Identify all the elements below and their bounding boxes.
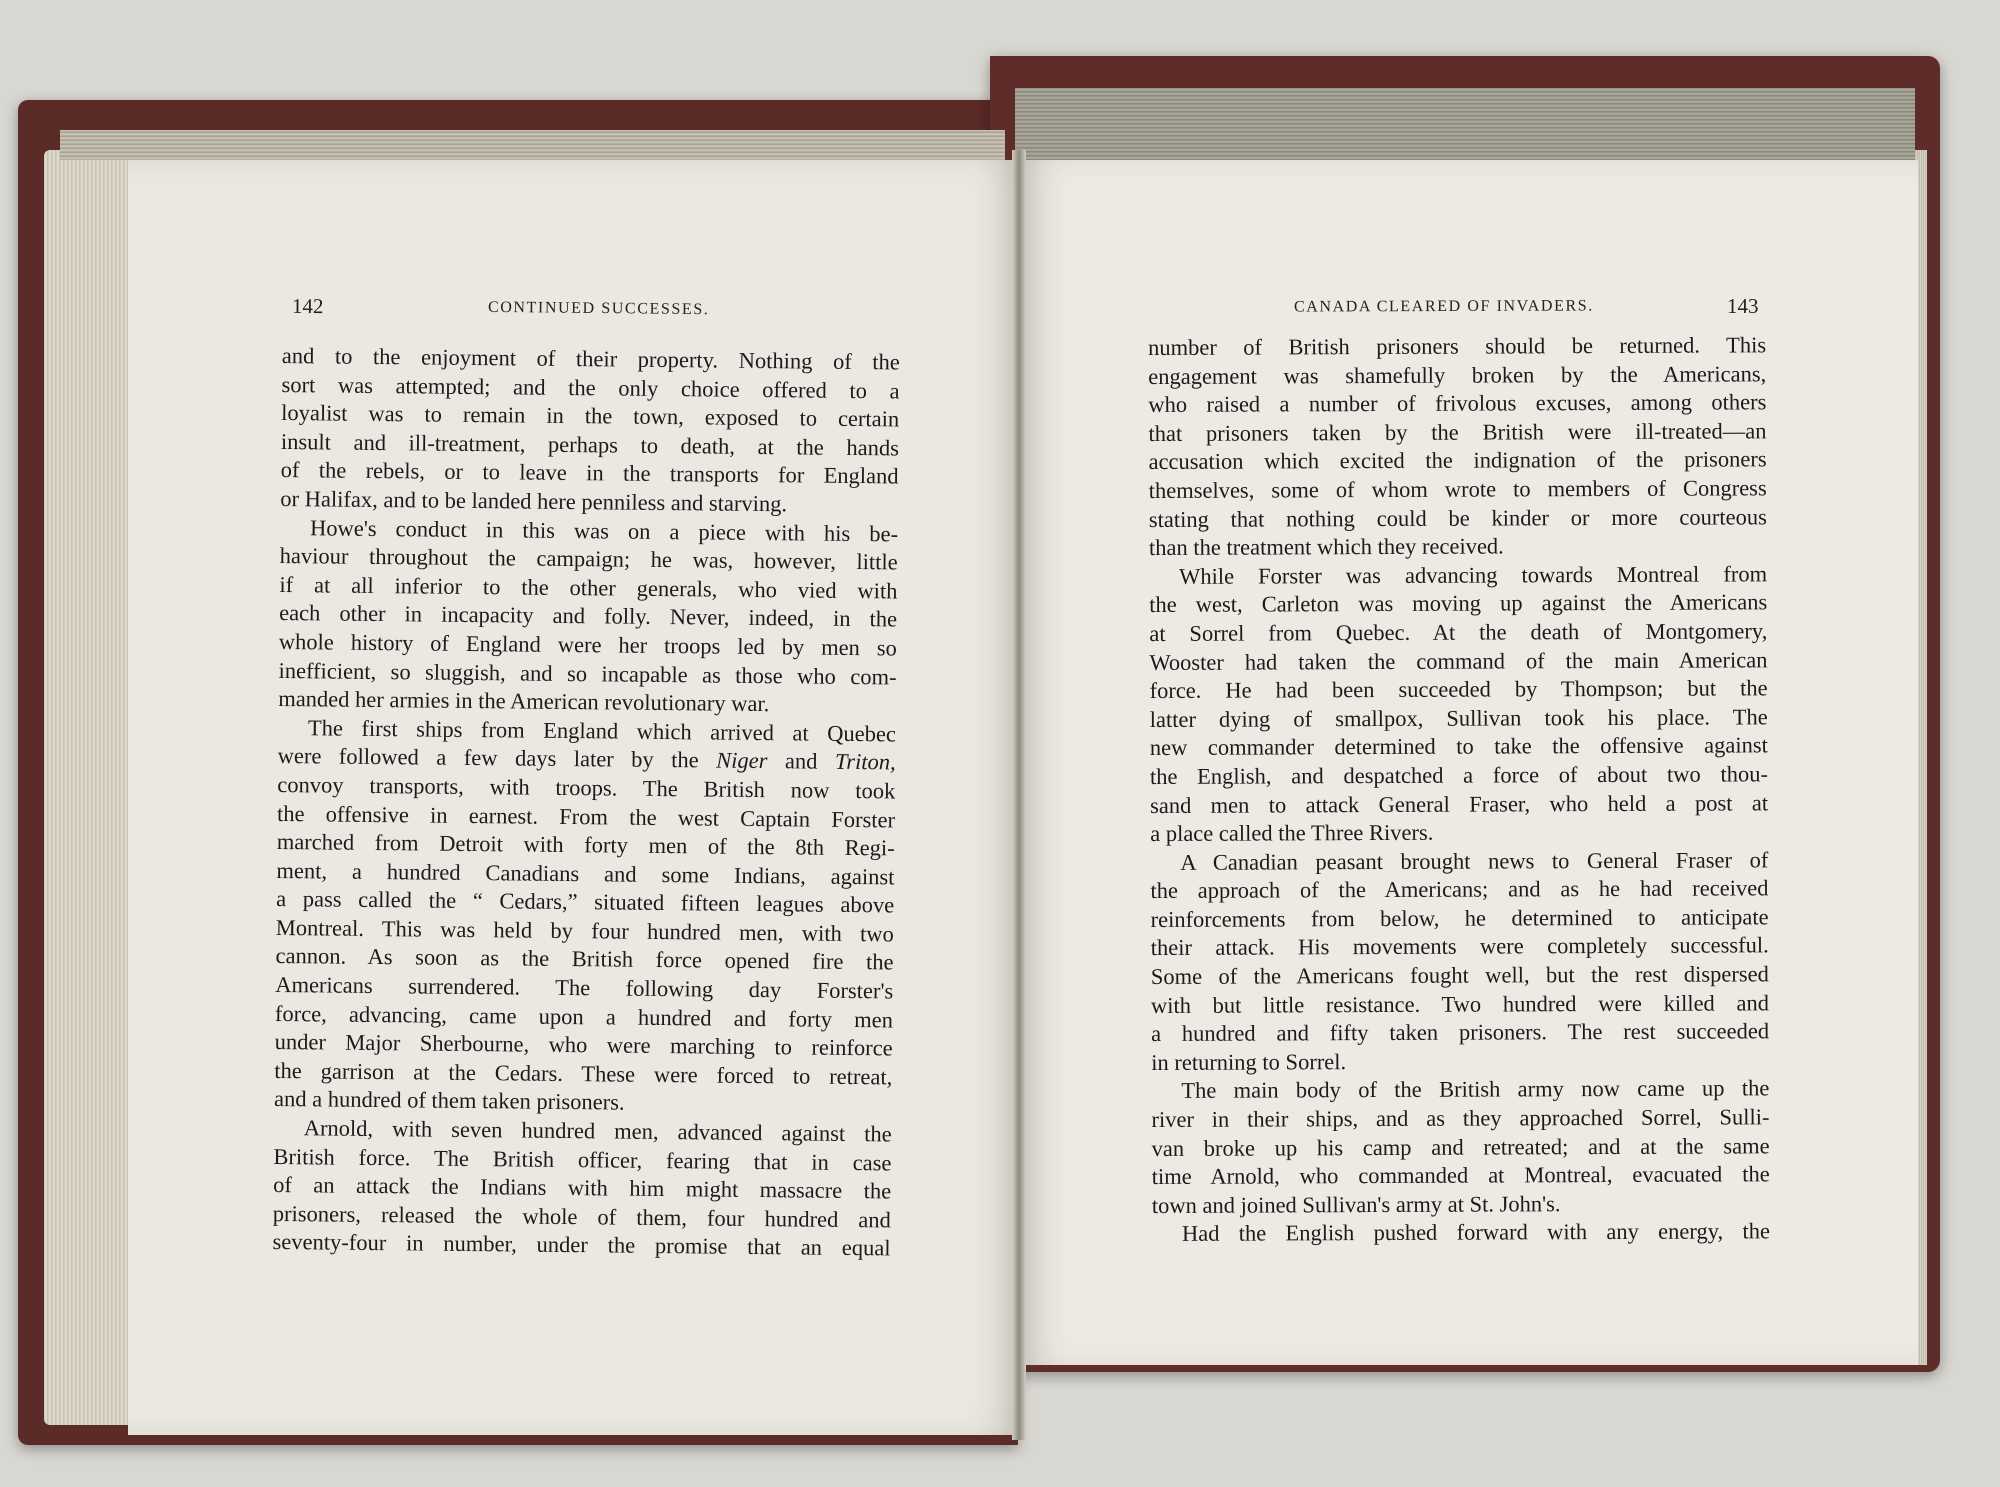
text-line: in returning to Sorrel. [1151,1048,1347,1075]
text-line: the offensive in earnest. From the west Captain Forster [276,800,896,832]
text-line: latter dying of smallpox, Sullivan took his place. The [1149,704,1768,732]
text-line: or Halifax, and to be landed here penniless and starving. [280,485,788,517]
ship-name-niger: Niger [716,747,768,774]
text-line: a hundred and fifty taken prisoners. The rest succeeded [1150,1018,1770,1047]
text-line: of an attack the Indians with him might massacre the [273,1172,892,1204]
text-line: at Sorrel from Quebec. At the death of Montgomery, [1149,618,1768,646]
text-fragment: were followed a few days later by the [277,743,699,773]
text-line: cannon. As soon as the British force opened fire the [275,943,894,975]
text-line: themselves, some of whom wrote to members of Congress [1148,475,1767,503]
text-line: prisoners, released the whole of them, four hundred and [272,1200,891,1233]
page-edges-left [44,150,139,1425]
text-line: Wooster had taken the command of the main American [1149,646,1768,675]
text-line: if at all inferior to the other generals, who vied with [279,571,898,604]
text-line: force. He had been succeeded by Thompson; but the [1149,675,1768,704]
text-line: British force. The British officer, fearing that in case [273,1143,892,1176]
ship-name-triton: Triton, [834,749,896,775]
text-line: of the rebels, or to leave in the transports for England [280,457,899,489]
text-line: Arnold, with seven hundred men, advanced against the [303,1115,892,1147]
left-page-text [272,342,900,1263]
text-line: stating that nothing could be kinder or more courteous [1148,503,1767,532]
text-line: Montreal. This was held by four hundred men, with two [275,914,894,947]
text-line: a place called the Three Rivers. [1150,819,1434,847]
text-line: sand men to attack General Fraser, who held a post at [1150,789,1769,818]
text-line: town and joined Sullivan's army at St. John's. [1151,1191,1561,1218]
text-line: number of British prisoners should be returned. This [1148,332,1767,360]
text-line: van broke up his camp and retreated; and at the same [1151,1132,1770,1161]
text-line: Howe's conduct in this was on a piece with his be- [309,514,899,547]
text-line: seventy-four in number, under the promise that an equal [272,1229,891,1261]
page-edges-top-left [60,130,1005,160]
text-line: whole history of England were her troops led by men so [278,628,897,661]
text-line: their attack. His movements were completely successful. [1150,932,1769,961]
text-line: Americans surrendered. The following day Forster's [275,972,894,1004]
text-fragment: and [784,748,818,774]
text-line: than the treatment which they received. [1148,533,1504,561]
text-line: the garrison at the Cedars. These were forced to retreat, [274,1057,893,1090]
text-line: river in their ships, and as they approached Sorrel, Sulli- [1151,1104,1770,1133]
text-line: the west, Carleton was moving up against the Americans [1149,589,1768,618]
text-line: the approach of the Americans; and as he had received [1150,875,1769,904]
text-line: new commander determined to take the offensive against [1149,732,1768,761]
text-line: The main body of the British army now came up the [1181,1075,1770,1104]
text-line: time Arnold, who commanded at Montreal, evacuated the [1151,1161,1770,1190]
text-line: with but little resistance. Two hundred were killed and [1150,989,1769,1018]
text-line: While Forster was advancing towards Montreal from [1179,561,1768,589]
text-line: The first ships from England which arrived at Quebec [307,715,897,747]
text-line: manded her armies in the American revolutionary war. [278,686,770,717]
right-page-text [1148,331,1770,1249]
left-page-number: 142 [291,293,324,319]
text-line: A Canadian peasant brought news to General Fraser of [1180,846,1769,875]
text-line: the English, and despatched a force of about two thou- [1149,761,1768,789]
right-running-head: CANADA CLEARED OF INVADERS. [1293,297,1594,316]
text-line: insult and ill-treatment, perhaps to death, at the hands [280,428,900,461]
text-line: sort was attempted; and the only choice offered to a [281,371,900,404]
book-gutter [1012,150,1026,1440]
text-line: inefficient, so sluggish, and so incapable as those who com- [278,657,897,689]
text-line: a pass called the “ Cedars,” situated fifteen leagues above [276,886,895,918]
text-line: haviour throughout the campaign; he was, however, little [279,543,898,575]
text-line: and to the enjoyment of their property. Nothing of the [281,342,900,375]
text-line: who raised a number of frivolous excuses, among others [1148,389,1767,418]
text-line: Had the English pushed forward with any energy, the [1181,1218,1770,1247]
left-running-head: CONTINUED SUCCESSES. [487,298,710,319]
text-line: ment, a hundred Canadians and some Indians, against [276,857,895,890]
page-edges-top-right [1015,88,1915,160]
text-line: force, advancing, came upon a hundred and forty men [274,1000,894,1033]
text-line: convoy transports, with troops. The British now took [277,771,896,804]
text-line: that prisoners taken by the British were ill-treated—an [1148,418,1767,446]
right-page-number: 143 [1727,294,1759,318]
text-line: under Major Sherbourne, who were marching to reinforce [274,1029,893,1061]
text-line: accusation which excited the indignation of the prisoners [1148,446,1767,475]
text-line: reinforcements from below, he determined to anticipate [1150,904,1769,932]
text-line: Some of the Americans fought well, but the rest dispersed [1150,961,1769,990]
text-line: marched from Detroit with forty men of the 8th Regi- [276,829,895,861]
text-line: loyalist was to remain in the town, exposed to certain [281,400,900,432]
text-line: engagement was shamefully broken by the Americans, [1148,360,1767,389]
text-line: and a hundred of them taken prisoners. [273,1086,625,1116]
text-line: each other in incapacity and folly. Never, indeed, in the [279,600,898,632]
